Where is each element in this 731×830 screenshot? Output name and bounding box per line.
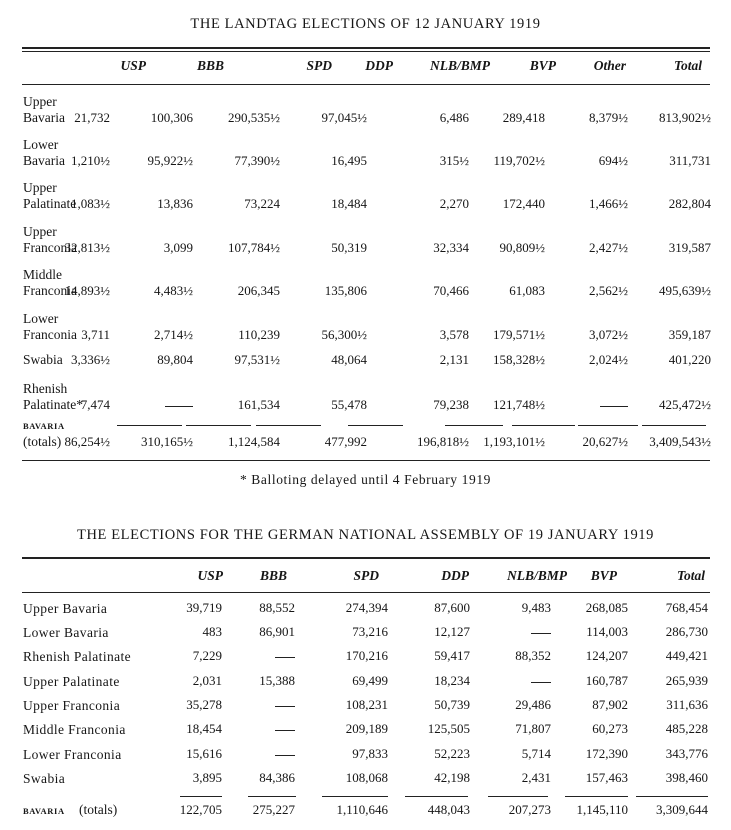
table1-cell: 2,270: [439, 196, 469, 211]
table1-col-header: USP: [120, 58, 146, 73]
table1-cell: 135,806: [324, 283, 367, 298]
table1-cell: 32,813½: [64, 240, 110, 255]
empty-dash: [275, 657, 295, 658]
table1-col-header: DDP: [365, 58, 393, 73]
row-label: Franconia: [23, 240, 77, 255]
table1-title: THE LANDTAG ELECTIONS OF 12 JANUARY 1919: [190, 16, 541, 32]
table1-cell: 2,131: [439, 352, 469, 367]
table1-cell: 3,099: [163, 240, 193, 255]
table2-cell: 88,552: [259, 600, 295, 615]
table2-cell: [275, 746, 295, 762]
table1-cell: 8,379½: [589, 110, 628, 125]
row-label: Lower Bavaria: [23, 625, 109, 640]
table1-col-header: NLB/BMP: [429, 58, 490, 73]
table1-cell: 315½: [439, 153, 469, 168]
table1-cell: 813,902½: [659, 110, 711, 125]
table1-top-rule: [22, 47, 710, 49]
row-label: Franconia: [23, 327, 77, 342]
row-label: Rhenish: [23, 381, 68, 396]
table1-cell: 79,238: [433, 397, 469, 412]
table1-cell: 119,702½: [493, 153, 545, 168]
table2-cell: 160,787: [585, 673, 628, 688]
table1-cell: 89,804: [157, 352, 193, 367]
table1-cell: 311,731: [669, 153, 711, 168]
row-label: Middle Franconia: [23, 722, 126, 737]
table1-top-rule-thin: [22, 51, 710, 52]
table1-total-cell: 20,627½: [582, 434, 628, 449]
table2-cell: 3,895: [192, 770, 222, 785]
table1-cell: 13,836: [157, 196, 193, 211]
table1-col-header: BVP: [529, 58, 556, 73]
table1-cell: 359,187: [668, 327, 711, 342]
table2-cell: 15,388: [259, 673, 295, 688]
table2-cell: 124,207: [585, 648, 628, 663]
sum-rule: [186, 425, 251, 426]
table1-cell: 97,045½: [321, 110, 367, 125]
table1-cell: 7,474: [80, 397, 110, 412]
table1-header-rule: [22, 84, 710, 85]
table2-cell: 86,901: [259, 624, 295, 639]
table1-total-cell: 1,193,101½: [483, 434, 545, 449]
table2-cell: 39,719: [186, 600, 222, 615]
table2-cell: 29,486: [515, 697, 551, 712]
table1-total-cell: 1,124,584: [228, 434, 280, 449]
sum-rule: [512, 425, 575, 426]
table1-cell: 16,495: [331, 153, 367, 168]
table2-total-cell: 122,705: [179, 802, 222, 817]
table2-cell: 18,454: [186, 721, 222, 736]
table1-col-header: SPD: [306, 58, 332, 73]
row-label: Rhenish Palatinate: [23, 649, 132, 664]
table1-cell: 48,064: [331, 352, 367, 367]
table1-cell: 32,334: [433, 240, 469, 255]
table2-cell: 343,776: [665, 746, 708, 761]
table2-cell: 35,278: [186, 697, 222, 712]
table2-col-header: BVP: [590, 568, 617, 583]
table2-col-header: BBB: [259, 568, 287, 583]
table2-cell: 2,431: [521, 770, 551, 785]
row-label: Franconia: [23, 283, 77, 298]
table1-cell: 121,748½: [493, 397, 545, 412]
table1-total-cell: 3,409,543½: [649, 434, 711, 449]
table2-cell: 73,216: [352, 624, 388, 639]
table2-cell: 60,273: [592, 721, 628, 736]
table2-cell: 265,939: [665, 673, 708, 688]
sum-rule: [578, 425, 638, 426]
sum-rule: [445, 425, 503, 426]
row-label: Swabia: [23, 352, 63, 367]
sum-rule: [322, 796, 388, 797]
table1-cell: 50,319: [331, 240, 367, 255]
sum-rule: [488, 796, 548, 797]
table1-cell: 401,220: [668, 352, 711, 367]
table2-total-cell: 1,145,110: [576, 802, 628, 817]
table2-cell: 157,463: [585, 770, 628, 785]
table1-cell: 56,300½: [321, 327, 367, 342]
row-label: Lower: [23, 137, 59, 152]
table2-cell: 69,499: [352, 673, 388, 688]
sum-rule: [636, 796, 708, 797]
row-label: Lower Franconia: [23, 747, 122, 762]
table1-cell: 77,390½: [234, 153, 280, 168]
table2-cell: 449,421: [665, 648, 708, 663]
sum-rule: [405, 796, 468, 797]
table2-cell: [531, 624, 551, 640]
table2-cell: 12,127: [434, 624, 470, 639]
table1-total-cell: 477,992: [324, 434, 367, 449]
table1-cell: 179,571½: [493, 327, 545, 342]
sum-rule: [180, 796, 222, 797]
table2-cell: 108,068: [345, 770, 388, 785]
table1-cell: 2,024½: [589, 352, 628, 367]
row-label: Swabia: [23, 771, 66, 786]
table1-cell: 2,562½: [589, 283, 628, 298]
table1-cell: 1,083½: [71, 196, 110, 211]
row-label: Upper: [23, 94, 57, 109]
table1-cell: 495,639½: [659, 283, 711, 298]
row-label: Middle: [23, 267, 62, 282]
row-label: Palatinate*: [23, 397, 83, 412]
table2-title: THE ELECTIONS FOR THE GERMAN NATIONAL ASSEMBLY OF 19 JANUARY 1919: [76, 527, 655, 543]
empty-dash: [531, 682, 551, 683]
row-label: Bavaria: [23, 110, 65, 125]
table1-cell: 4,483½: [154, 283, 193, 298]
table2-cell: 2,031: [192, 673, 222, 688]
totals-label: (totals): [79, 802, 118, 817]
row-label: Lower: [23, 311, 59, 326]
table2-header-rule: [22, 592, 710, 593]
table2-cell: 59,417: [434, 648, 470, 663]
table1-cell: 282,804: [668, 196, 711, 211]
table1-cell: 694½: [598, 153, 628, 168]
totals-label: BAVARIA: [23, 806, 65, 816]
empty-dash: [600, 406, 628, 407]
row-label: Bavaria: [23, 153, 65, 168]
table1-cell: 61,083: [509, 283, 545, 298]
table2-cell: 18,234: [434, 673, 470, 688]
table1-cell: 14,893½: [64, 283, 110, 298]
table1-cell: 110,239: [238, 327, 280, 342]
table1-cell: [165, 397, 193, 413]
table2-cell: 768,454: [665, 600, 708, 615]
table1-cell: 6,486: [439, 110, 469, 125]
table1-col-header: Other: [593, 58, 626, 73]
table2-cell: 5,714: [521, 746, 551, 761]
table1-cell: 100,306: [150, 110, 193, 125]
table2-cell: 125,505: [427, 721, 470, 736]
table2-col-header: USP: [197, 568, 223, 583]
table2-cell: 15,616: [186, 746, 222, 761]
table1-cell: 2,714½: [154, 327, 193, 342]
table2-total-cell: 207,273: [508, 802, 551, 817]
table1-cell: 95,922½: [147, 153, 193, 168]
empty-dash: [531, 633, 551, 634]
table2-cell: 114,003: [586, 624, 628, 639]
table1-col-header: Total: [673, 58, 702, 73]
row-label: Palatinate: [23, 196, 77, 211]
totals-label: BAVARIA: [23, 421, 65, 431]
table2-cell: 50,739: [434, 697, 470, 712]
empty-dash: [275, 755, 295, 756]
table1-cell: 107,784½: [228, 240, 280, 255]
row-label: Upper Bavaria: [23, 601, 108, 616]
sum-rule: [256, 425, 321, 426]
table2-cell: [275, 648, 295, 664]
table1-footnote: * Balloting delayed until 4 February 1919: [239, 472, 492, 487]
table2-cell: 42,198: [434, 770, 470, 785]
row-label: Upper: [23, 224, 57, 239]
table1-cell: 3,578: [439, 327, 469, 342]
table1-cell: 70,466: [433, 283, 469, 298]
table1-cell: 290,535½: [228, 110, 280, 125]
table2-total-cell: 3,309,644: [656, 802, 708, 817]
table1-cell: 172,440: [502, 196, 545, 211]
table2-cell: 485,228: [665, 721, 708, 736]
table1-cell: 289,418: [502, 110, 545, 125]
table2-cell: 274,394: [345, 600, 388, 615]
table2-cell: 170,216: [345, 648, 388, 663]
table2-col-header: SPD: [353, 568, 379, 583]
table2-cell: 209,189: [345, 721, 388, 736]
table1-cell: 73,224: [244, 196, 280, 211]
table2-cell: 7,229: [192, 648, 222, 663]
table2-cell: [275, 697, 295, 713]
table1-cell: 21,732: [74, 110, 110, 125]
totals-label: (totals): [23, 434, 62, 449]
table2-cell: 84,386: [259, 770, 295, 785]
table2-cell: 9,483: [521, 600, 551, 615]
table1-cell: 319,587: [668, 240, 711, 255]
table2-cell: 52,223: [434, 746, 470, 761]
sum-rule: [642, 425, 706, 426]
table2-cell: 483: [202, 624, 222, 639]
table1-total-cell: 86,254½: [64, 434, 110, 449]
table2-col-header: NLB/BMP: [506, 568, 567, 583]
table1-cell: 2,427½: [589, 240, 628, 255]
empty-dash: [165, 406, 193, 407]
table2-cell: 398,460: [665, 770, 708, 785]
table2-cell: 268,085: [585, 600, 628, 615]
table2-cell: 311,636: [666, 697, 708, 712]
table1-cell: 97,531½: [234, 352, 280, 367]
table2-total-cell: 275,227: [252, 802, 295, 817]
row-label: Upper Palatinate: [23, 674, 120, 689]
table1-cell: 3,072½: [589, 327, 628, 342]
empty-dash: [275, 730, 295, 731]
table1-total-cell: 310,165½: [141, 434, 193, 449]
table2-total-cell: 1,110,646: [336, 802, 388, 817]
table1-cell: 425,472½: [659, 397, 711, 412]
table1-cell: 18,484: [331, 196, 367, 211]
table2-cell: 87,902: [592, 697, 628, 712]
sum-rule: [348, 425, 403, 426]
table1-cell: 1,466½: [589, 196, 628, 211]
table1-cell: [600, 397, 628, 413]
sum-rule: [117, 425, 182, 426]
row-label: Upper Franconia: [23, 698, 121, 713]
table1-cell: 3,336½: [71, 352, 110, 367]
table2-cell: 87,600: [434, 600, 470, 615]
table1-cell: 158,328½: [493, 352, 545, 367]
table1-cell: 1,210½: [71, 153, 110, 168]
table1-cell: 3,711: [81, 327, 110, 342]
table1-col-header: BBB: [196, 58, 224, 73]
table2-cell: 172,390: [585, 746, 628, 761]
sum-rule: [248, 796, 296, 797]
table2-cell: 286,730: [665, 624, 708, 639]
table2-col-header: DDP: [441, 568, 469, 583]
table2-cell: [275, 721, 295, 737]
table1-bottom-rule: [22, 460, 710, 461]
table1-cell: 90,809½: [499, 240, 545, 255]
table2-top-rule: [22, 557, 710, 559]
table1-cell: 55,478: [331, 397, 367, 412]
table2-cell: 108,231: [345, 697, 388, 712]
table2-cell: 71,807: [515, 721, 551, 736]
sum-rule: [565, 796, 628, 797]
table2-total-cell: 448,043: [427, 802, 470, 817]
table1-cell: 161,534: [237, 397, 280, 412]
empty-dash: [275, 706, 295, 707]
table1-total-cell: 196,818½: [417, 434, 469, 449]
row-label: Upper: [23, 180, 57, 195]
table2-cell: 97,833: [352, 746, 388, 761]
table2-cell: [531, 673, 551, 689]
table2-col-header: Total: [676, 568, 705, 583]
table2-cell: 88,352: [515, 648, 551, 663]
table1-cell: 206,345: [237, 283, 280, 298]
